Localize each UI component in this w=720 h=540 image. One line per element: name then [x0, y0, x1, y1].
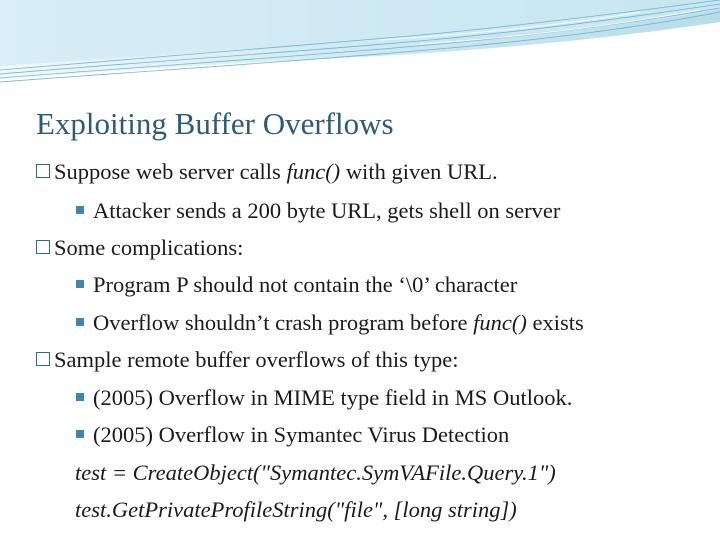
header-wave-decoration: [0, 0, 720, 90]
line-text: Overflow shouldn’t crash program before: [93, 310, 474, 335]
sub-bullet-line-2: [76, 274, 517, 297]
bullet-line-3: [36, 349, 458, 372]
square-bullet-icon: [76, 206, 84, 214]
square-bullet-icon: [76, 393, 84, 401]
checkbox-bullet-icon: [36, 164, 50, 178]
bullet-line-1: [36, 161, 498, 184]
bullet-line-2: [36, 237, 243, 260]
square-bullet-icon: [76, 430, 84, 438]
sub-bullet-line-4: [76, 387, 572, 410]
line-text: Suppose web server calls: [54, 159, 287, 184]
code-line-1: test = CreateObject("Symantec.SymVAFile.Query.1"): [75, 460, 556, 485]
line-text: (2005) Overflow in Symantec Virus Detection: [93, 422, 510, 447]
checkbox-bullet-icon: [36, 352, 50, 366]
line-text: (2005) Overflow in MIME type field in MS Outlook.: [93, 385, 573, 410]
line-italic-text: func(): [286, 159, 341, 184]
line-italic-text: func(): [473, 310, 527, 335]
line-text: Sample remote buffer overflows of this type:: [54, 347, 459, 372]
sub-bullet-line-5: [76, 424, 509, 447]
slide-title: Exploiting Buffer Overflows: [36, 106, 394, 141]
line-text-after: with given URL.: [340, 159, 498, 184]
checkbox-bullet-icon: [36, 240, 50, 254]
code-line-2: test.GetPrivateProfileString("file", [long string]): [75, 497, 517, 522]
line-text-after: exists: [526, 310, 584, 335]
line-text: Program P should not contain the ‘\0’ character: [93, 272, 518, 297]
line-text: Some complications:: [54, 235, 244, 260]
square-bullet-icon: [76, 318, 84, 326]
sub-bullet-line-1: [76, 200, 560, 223]
line-text: Attacker sends a 200 byte URL, gets shell on server: [93, 198, 561, 223]
square-bullet-icon: [76, 280, 84, 288]
sub-bullet-line-3: [76, 312, 584, 335]
